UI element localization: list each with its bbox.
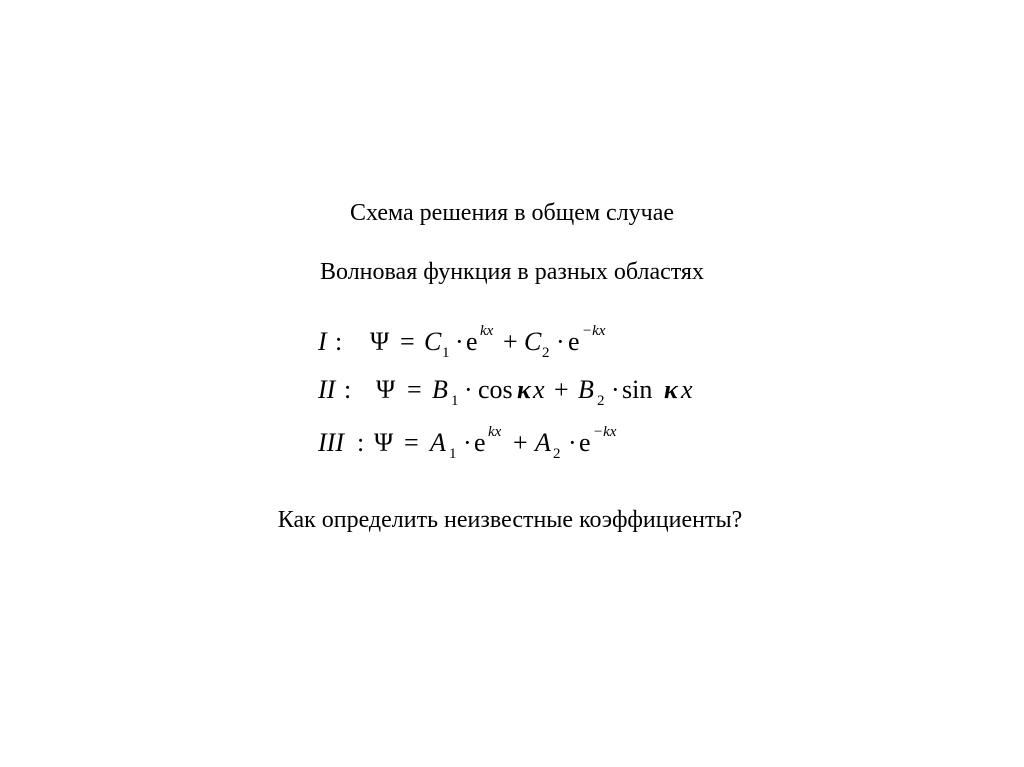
superscript: −kx	[593, 424, 617, 440]
superscript: kx	[480, 323, 494, 339]
psi-symbol: Ψ	[376, 375, 396, 404]
kappa-symbol: κ	[664, 375, 678, 404]
exponent-base: e	[568, 327, 580, 356]
dot-operator: ·	[556, 327, 565, 356]
variable-x: x	[533, 375, 545, 404]
subscript: 1	[442, 345, 450, 361]
cos-function: cos	[478, 375, 513, 404]
region-label: I	[318, 327, 327, 356]
region-label: III	[318, 428, 344, 457]
equals-sign: =	[407, 375, 422, 404]
coefficient-c1: C	[424, 327, 442, 356]
subscript: 2	[553, 446, 561, 462]
equals-sign: =	[400, 327, 415, 356]
coefficient-a1: A	[430, 428, 446, 457]
superscript: −kx	[582, 323, 606, 339]
question-text: Как определить неизвестные коэффициенты?	[277, 507, 743, 533]
coefficient-b1: B	[432, 375, 448, 404]
dot-operator: ·	[463, 428, 472, 457]
coefficient-c2: C	[524, 327, 542, 356]
dot-operator: ·	[464, 375, 473, 404]
psi-symbol: Ψ	[374, 428, 394, 457]
kappa-symbol: κ	[517, 375, 531, 404]
dot-operator: ·	[611, 375, 620, 404]
exponent-base: e	[466, 327, 478, 356]
exponent-base: e	[474, 428, 486, 457]
variable-x: x	[681, 375, 693, 404]
colon: :	[335, 327, 343, 356]
subscript: 1	[451, 393, 459, 409]
exponent-base: e	[579, 428, 591, 457]
subscript: 2	[542, 345, 550, 361]
region-label: II	[318, 375, 336, 404]
superscript: kx	[488, 424, 502, 440]
subscript: 1	[449, 446, 457, 462]
plus-sign: +	[513, 428, 528, 457]
subscript: 2	[597, 393, 605, 409]
plus-sign: +	[503, 327, 518, 356]
psi-symbol: Ψ	[370, 327, 390, 356]
dot-operator: ·	[455, 327, 464, 356]
colon: :	[357, 428, 365, 457]
slide-title: Схема решения в общем случае	[349, 200, 675, 226]
coefficient-b2: B	[578, 375, 594, 404]
equals-sign: =	[404, 428, 419, 457]
plus-sign: +	[554, 375, 569, 404]
sin-function: sin	[622, 375, 653, 404]
coefficient-a2: A	[535, 428, 551, 457]
dot-operator: ·	[568, 428, 577, 457]
colon: :	[344, 375, 352, 404]
slide-subtitle: Волновая функция в разных областях	[320, 259, 704, 285]
